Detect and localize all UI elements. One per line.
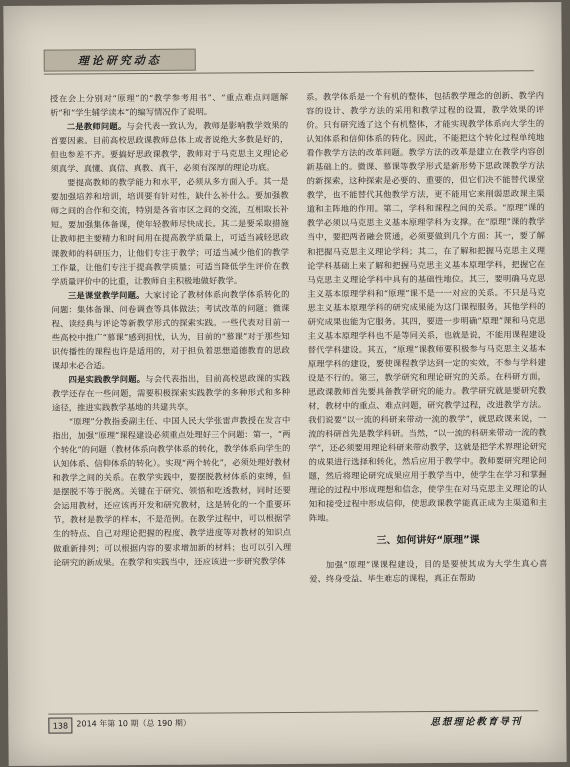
paragraph	[52, 371, 290, 415]
paragraph-lead: 四是实践教学问题。	[68, 373, 146, 385]
paragraph	[52, 413, 291, 569]
paragraph	[51, 287, 290, 373]
paragraph-text: 大家讨论了教材体系向教学体系转化的问题：集体备课、问卷调查等具体做法；考试改革的问题；微课程、读经典与评论等新教学形式的探索实践。一些代表对目前一些高校中推广“慕课”感到担忧，认为，目前的“慕课”对于那些知识传播性的课程也许是适用的，对于担负着思想道德教育的思政课却未必合适。	[51, 288, 290, 371]
paragraph	[51, 174, 290, 288]
paragraph-text: 与会代表一致认为，教师是影响教学效果的首要因素。目前高校思政课教师总体上或者说绝大多数是好的，但也参差不齐。要搞好思政课教学，教师对于马克思主义理论必须真学、真懂、真信、真教、真干，必须有深厚的理论功底。	[50, 120, 289, 174]
paragraph-text: 加强“原理”课课程建设，目的是要使其成为大学生真心喜爱、终身受益、毕生难忘的课程，真正在帮助	[309, 557, 548, 584]
right-text-column	[306, 88, 547, 585]
paragraph-text: “原理”分教指委副主任、中国人民大学张雷声教授在发言中指出，加强“原理”课程建设必须重点处理好三个问题：第一，“两个转化”的问题（教材体系向教学体系的转化，教学体系向学生的认知体系、信仰体系的转化）。实现“两个转化”，必须处理好教材和教学之间的关系。在教学实践中，要摆脱教材体系的束缚，但是摆脱不等于脱离。关键在于研究、领悟和吃透教材，同时还要会运用教材，还应该再开发和研究教材，这是转化的一个重要环节。教材是教学的样本，不是范例。在教学过程中，可以根据学生的特点、自己对理论把握的程度、教学进度等对教材的知识点做重新排列；可以根据内容的要求增加新的材料；也可以引入理论研究的新成果。在教学和实践当中，还应该进一步研究教学体	[52, 415, 292, 568]
journal-page	[3, 2, 566, 766]
section-heading: 三、如何讲好“原理”课	[376, 535, 480, 547]
paragraph-lead: 二是教师问题。	[66, 121, 127, 132]
paragraph	[306, 88, 547, 525]
paragraph-text: 系。教学体系是一个有机的整体，包括教学理念的创新、教学内容的设计、教学方法的采用和教学过程的设置，教学效果的评价。只有研究透了这个有机整体，才能实现教学体系向大学生的认知体系和信仰体系的转化。因此，不能把这个转化过程单纯地看作教学方法的改革问题。教学方法的改革是建立在教学内容创新基础上的。微课、慕课等教学形式是新形势下思政课教学方法的新探索，这种探索是必要的、重要的，但它们决不能替代课堂教学，也不能替代其他教学方法，更不能用它来削弱思政课主渠道和主阵地的作用。第二，学科和课程之间的关系。“原理”课的教学必须以马克思主义基本原理学科为支撑。在“原理”课的教学当中，要把两者融会贯通，必须要做到几个方面：其一，要了解和把握马克思主义理论学科；其二，在了解和把握马克思主义理论学科基础上来了解和把握马克思主义基本原理学科，把握它在马克思主义理论学科中具有的基础性地位。其三，要明确马克思主义基本原理学科和“原理”课不是一一对应的关系。不只是马克思主义基本原理学科的研究成果能为这门课程服务，其他学科的研究成果也能为它服务。其四，要进一步明确“原理”课和马克思主义基本原理学科也不是等同关系，也就是说，不能用课程建设替代学科建设。其五，“原理”课教师要积极参与马克思主义基本原理学科的建设，要使课程教学达到一定的实效，不参与学科建设是不行的。第三，教学研究和理论研究的关系。在科研方面，思政课教师首先要具备教学研究的能力。教学研究就是要研究教材，教材中的重点、难点问题，研究教学过程，改进教学方法。我们说要“以一流的科研来带动一流的教学”，就思政课来说，一流的科研首先是教学科研。当然，“以一流的科研来带动一流的教学”，还必须要用理论科研来带动教学，这就是把学术界理论研究的成果进行选择和转化，然后应用于教学中。教师要研究理论问题，然后将理论研究成果应用于教学当中，使学生在学习和掌握理论的过程中形成理想和信念，使学生在对马克思主义理论的认知和接受过程中形成信仰，使思政课教学能真正成为主渠道和主阵地。	[305, 90, 547, 524]
issue-info: 2014 年第 10 期（总 190 期）	[76, 718, 191, 729]
paragraph	[50, 90, 288, 120]
paragraph	[50, 118, 288, 176]
paragraph-text: 授在会上分别对“原理”的“教学参考用书”、“重点难点问题解析”和“学生辅学读本”的编写情况作了说明。	[49, 91, 289, 118]
paragraph-lead: 三是课堂教学问题。	[67, 289, 145, 301]
column-title-banner	[44, 49, 196, 72]
column-title: 理论研究动态	[77, 53, 162, 68]
page-number: 138	[52, 721, 69, 731]
paragraph	[309, 556, 547, 586]
page-number-box	[48, 717, 72, 733]
paragraph-text: 要提高教师的教学能力和水平，必须从多方面入手。其一是要加强培养和培训，培训要有针对性，缺什么补什么。要加强教师之间的合作和交流，特别是各省市区之间的交流，互相取长补短。要加强集体备课，使年轻教师尽快成长。其二是要采取措施让教师把主要精力和时间用在提高教学质量上，可适当减轻思政课教师的科研压力，让他们专注于教学；可适当减少他们的教学工作量，让他们专注于提高教学质量；可适当降低学生评价在教学质量评价中的比重，让教师自主积极地做好教学。	[50, 176, 290, 287]
left-text-column	[50, 90, 291, 569]
paragraph-text: 与会代表指出，目前高校思政课的实践教学还存在一些问题，需要积极探索实践教学的多种形式和多种途径，推进实践教学基地的共建共享。	[52, 372, 291, 413]
journal-name: 思想理论教育导刊	[430, 716, 523, 728]
